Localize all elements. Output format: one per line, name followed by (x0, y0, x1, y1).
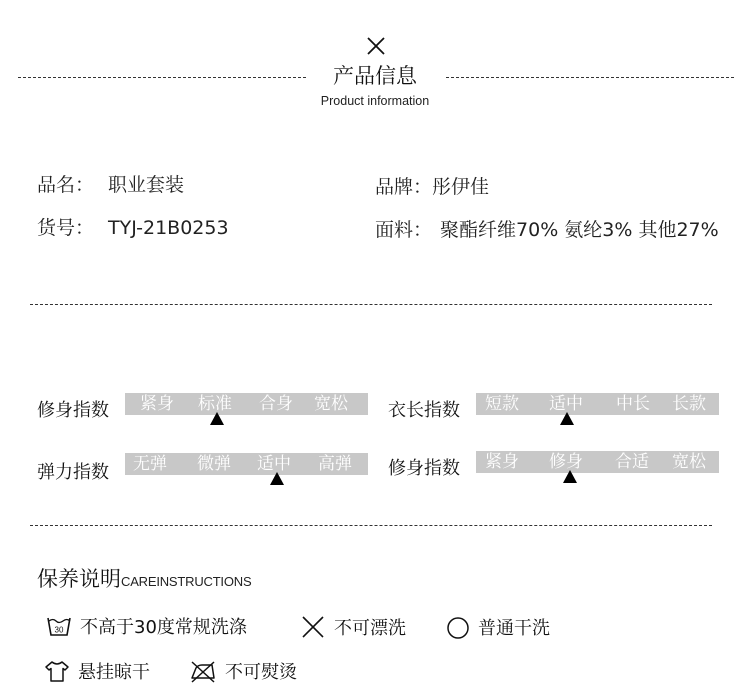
care-text-dry-clean: 普通干洗 (478, 618, 550, 639)
brand-row (375, 172, 489, 199)
stretch-index-pointer (270, 472, 284, 485)
slim-index-label: 修身指数 (388, 458, 460, 479)
hang-dry-icon (44, 659, 70, 683)
fit-option-4: 宽松 (314, 394, 348, 414)
care-text-no-bleach: 不可漂洗 (334, 618, 406, 639)
fit-index-bar (125, 393, 368, 415)
care-title (37, 563, 251, 593)
fit-index-label: 修身指数 (37, 400, 109, 421)
length-option-2: 适中 (549, 394, 583, 414)
stretch-index-bar (125, 453, 368, 475)
length-index-pointer (560, 412, 574, 425)
product-name-row (37, 170, 184, 197)
product-name-value: 职业套装 (108, 174, 185, 196)
stretch-option-2: 微弹 (197, 454, 231, 474)
care-item-wash (46, 613, 247, 639)
fit-option-1: 紧身 (140, 394, 174, 414)
fabric-value: 聚酯纤维70% 氨纶3% 其他27% (440, 219, 719, 241)
care-item-dry-clean (446, 614, 550, 640)
length-option-1: 短款 (485, 394, 519, 414)
length-option-4: 长款 (672, 394, 706, 414)
length-index-label: 衣长指数 (388, 400, 460, 421)
no-bleach-icon (300, 615, 326, 639)
wash-30-icon (46, 614, 72, 638)
no-iron-icon (189, 659, 217, 683)
care-title-en: CAREINSTRUCTIONS (121, 574, 252, 589)
care-item-no-bleach (300, 614, 406, 640)
fit-option-3: 合身 (259, 394, 293, 414)
index-divider (30, 525, 712, 526)
slim-option-1: 紧身 (485, 452, 519, 472)
length-index-bar (476, 393, 719, 415)
close-x-icon (364, 34, 388, 58)
fit-option-2: 标准 (198, 394, 232, 414)
wash-temp-text: 30 (54, 625, 64, 635)
slim-index-pointer (563, 470, 577, 483)
fabric-row (375, 215, 719, 242)
stretch-index-label: 弹力指数 (37, 462, 109, 483)
sku-row (37, 213, 229, 240)
dry-clean-icon (446, 615, 470, 639)
care-text-no-iron: 不可熨烫 (225, 662, 297, 683)
stretch-option-3: 适中 (257, 454, 291, 474)
brand-label: 品牌： (375, 176, 433, 198)
care-text-wash: 不高于30度常规洗涤 (80, 617, 247, 638)
sku-value: TYJ-21B0253 (108, 217, 229, 239)
product-name-label: 品名： (37, 174, 95, 196)
slim-option-4: 宽松 (672, 452, 706, 472)
slim-option-3: 合适 (615, 452, 649, 472)
length-option-3: 中长 (616, 394, 650, 414)
slim-index-bar (476, 451, 719, 473)
section-subtitle: Product information (320, 94, 430, 108)
brand-value: 彤伊佳 (432, 176, 490, 198)
stretch-option-1: 无弹 (133, 454, 167, 474)
care-text-hang-dry: 悬挂晾干 (78, 662, 150, 683)
care-item-no-iron (189, 658, 297, 684)
sku-label: 货号： (37, 217, 95, 239)
fit-index-pointer (210, 412, 224, 425)
care-item-hang-dry (44, 658, 150, 684)
fabric-label: 面料： (375, 219, 433, 241)
care-title-cn: 保养说明 (37, 567, 121, 591)
stretch-option-4: 高弹 (318, 454, 352, 474)
info-divider (30, 304, 712, 305)
section-title: 产品信息 (333, 64, 417, 88)
slim-option-2: 修身 (549, 452, 583, 472)
